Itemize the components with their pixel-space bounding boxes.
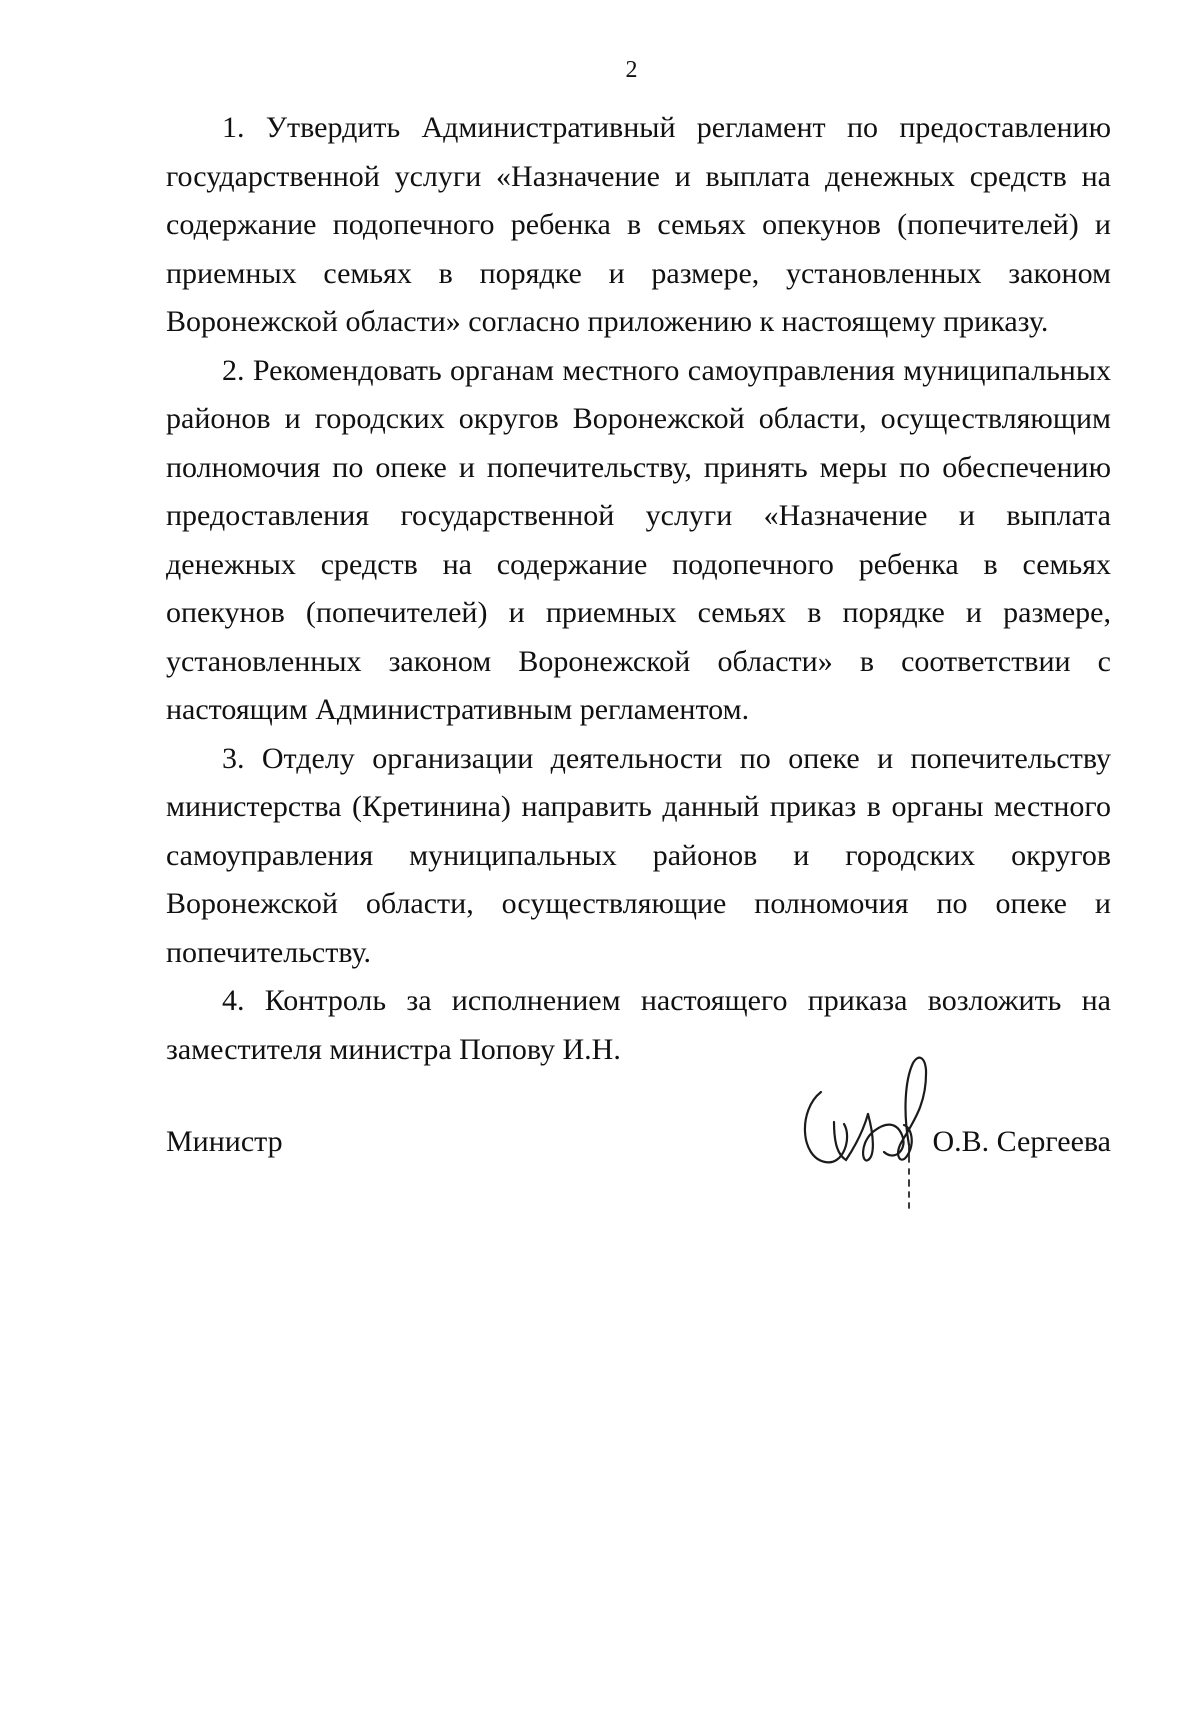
page-number: 2 — [625, 57, 638, 83]
signature-block — [166, 1040, 1111, 1220]
handwritten-signature — [786, 1040, 956, 1220]
order-text — [166, 104, 1111, 1074]
signer-position: Министр — [166, 1125, 283, 1158]
paragraph-3: 3. Отделу организации деятельности по опеке и попечительству министерства (Кретинина) направить данный приказ в органы местного самоуправления муниципальных районов и городских округов Воронежской области, осуществляющие полномочия по опеке и попечительству. — [166, 741, 1111, 969]
signer-name: О.В. Сергеева — [932, 1125, 1111, 1158]
paragraph-1: 1. Утвердить Административный регламент по предоставлению государственной услуги «Назначение и выплата денежных средств на содержание подопечного ребенка в семьях опекунов (попечителей) и приемных семьях в порядке и размере, установленных законом Воронежской области» согласно приложению к настоящему приказу. — [166, 111, 1111, 338]
paragraph-2: 2. Рекомендовать органам местного самоуправления муниципальных районов и городских округов Воронежской области, осуществляющим полномочия по опеке и попечительству, принять меры по обеспечению предоставления государственной услуги «Назначение и выплата денежных средств на содержание подопечного ребенка в семьях опекунов (попечителей) и приемных семьях в порядке и размере, установленных законом Воронежской области» в соответствии с настоящим Административным регламентом. — [166, 353, 1111, 726]
paragraph-4: 4. Контроль за исполнением настоящего приказа возложить на заместителя министра Попову И.Н. — [166, 984, 1111, 1066]
